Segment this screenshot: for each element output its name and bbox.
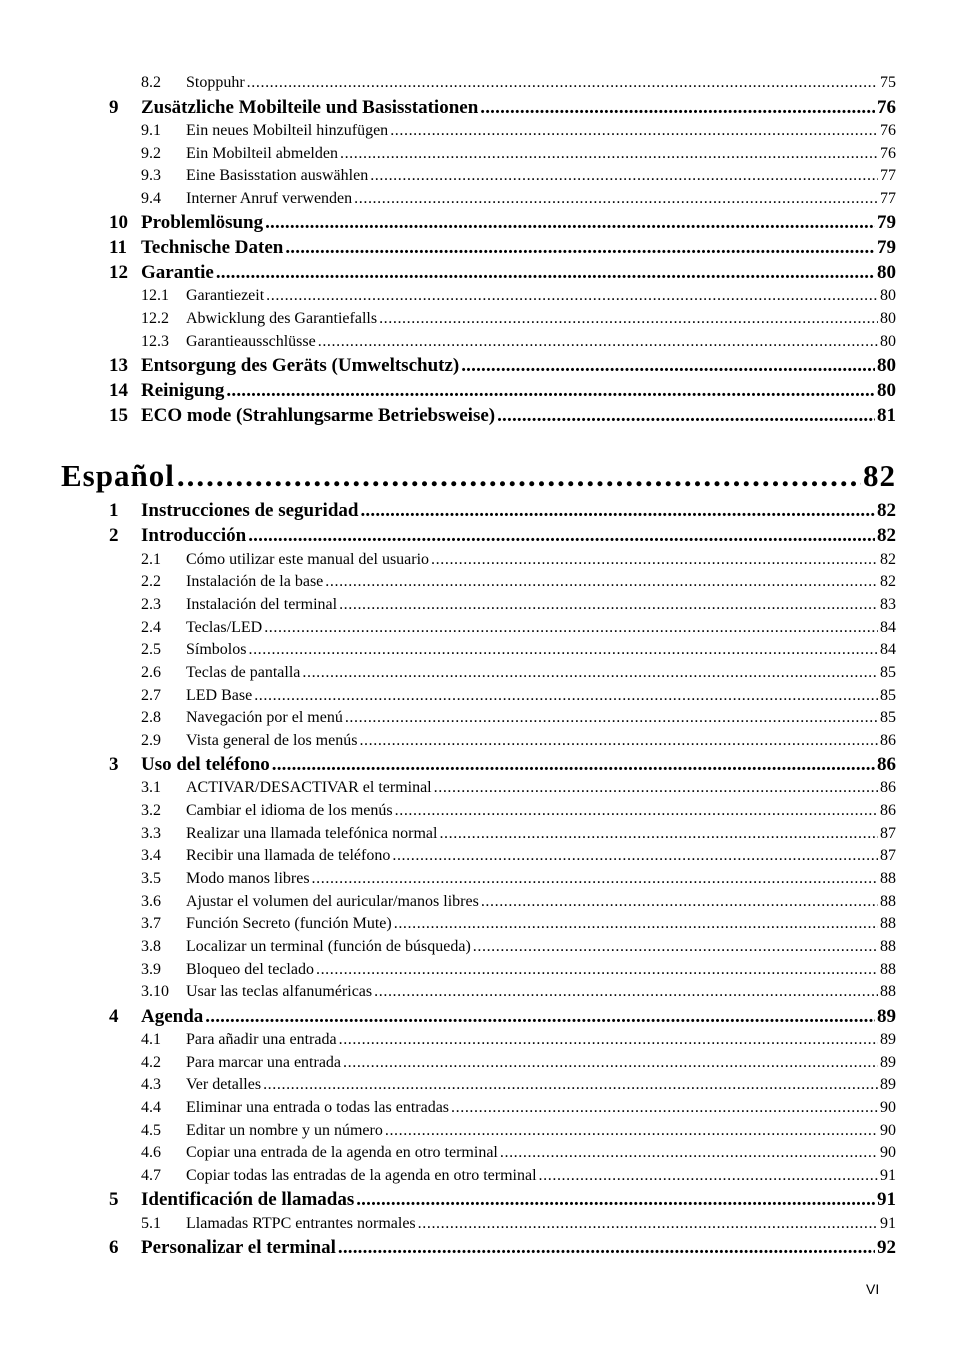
toc-dot-leader — [434, 779, 878, 797]
toc-entry-number: 4.3 — [141, 1076, 161, 1093]
toc-dot-leader — [480, 97, 875, 119]
toc-entry-line — [186, 983, 896, 1001]
toc-entry-title: Reinigung — [141, 380, 225, 401]
toc-section — [0, 687, 954, 709]
toc-dot-leader — [385, 1122, 878, 1140]
toc-entry-number: 1 — [109, 500, 119, 521]
toc-entry-line — [186, 1099, 896, 1117]
toc-entry-line — [186, 190, 896, 208]
toc-entry-number: 6 — [109, 1237, 119, 1258]
toc-entry-number: 12 — [109, 262, 128, 283]
toc-section — [0, 596, 954, 618]
toc-entry-page: 85 — [880, 664, 896, 681]
toc-chapter — [0, 212, 954, 237]
toc-entry-number: 5 — [109, 1189, 119, 1210]
toc-entry-line — [186, 938, 896, 956]
toc-section — [0, 167, 954, 189]
toc-entry-title: Realizar una llamada telefónica normal — [186, 825, 438, 842]
toc-entry-number: 15 — [109, 405, 128, 426]
toc-entry-title: Ein neues Mobilteil hinzufügen — [186, 122, 389, 139]
toc-entry-line — [186, 825, 896, 843]
toc-entry-page: 83 — [880, 596, 896, 613]
page-number-footer: VI — [866, 1281, 880, 1297]
toc-entry-line — [186, 893, 896, 911]
toc-chapter — [0, 500, 954, 525]
toc-entry-page: 75 — [880, 74, 896, 91]
toc-entry-page: 89 — [880, 1076, 896, 1093]
toc-entry-line — [141, 1189, 896, 1211]
toc-entry-page: 84 — [880, 619, 896, 636]
toc-entry-number: 12.3 — [141, 333, 169, 350]
toc-section — [0, 145, 954, 167]
toc-entry-number: 9 — [109, 97, 119, 118]
toc-dot-leader — [248, 641, 878, 659]
toc-entry-number: 3 — [109, 754, 119, 775]
toc-entry-line — [186, 1167, 896, 1185]
toc-section — [0, 190, 954, 212]
toc-section — [0, 915, 954, 937]
toc-entry-title: Usar las teclas alfanuméricas — [186, 983, 373, 1000]
toc-dot-leader — [248, 525, 875, 547]
toc-dot-leader — [360, 500, 875, 522]
toc-dot-leader — [343, 1054, 878, 1072]
toc-entry-line — [186, 310, 896, 328]
toc-dot-leader — [395, 802, 878, 820]
toc-entry-number: 8.2 — [141, 74, 161, 91]
toc-entry-title: Technische Daten — [141, 237, 284, 258]
toc-section — [0, 1099, 954, 1121]
toc-entry-line — [186, 1031, 896, 1049]
toc-entry-page: 79 — [877, 237, 896, 258]
toc-dot-leader — [481, 893, 878, 911]
toc-entry-line — [141, 97, 896, 119]
toc-section — [0, 732, 954, 754]
toc-entry-number: 3.1 — [141, 779, 161, 796]
toc-entry-number: 10 — [109, 212, 128, 233]
toc-entry-title: Zusätzliche Mobilteile und Basisstationen — [141, 97, 479, 118]
toc-dot-leader — [285, 237, 875, 259]
toc-entry-page: 76 — [880, 122, 896, 139]
toc-section — [0, 709, 954, 731]
toc-section — [0, 664, 954, 686]
toc-entry-page: 87 — [880, 847, 896, 864]
toc-entry-page: 81 — [877, 405, 896, 426]
toc-entry-number: 3.8 — [141, 938, 161, 955]
toc-section — [0, 641, 954, 663]
toc-entry-page: 82 — [880, 573, 896, 590]
toc-entry-page: 80 — [877, 355, 896, 376]
toc-dot-leader — [390, 122, 878, 140]
toc-entry-title: Entsorgung des Geräts (Umweltschutz) — [141, 355, 460, 376]
toc-entry-page: 86 — [880, 779, 896, 796]
toc-entry-number: 2.8 — [141, 709, 161, 726]
toc-entry-title: Bloqueo del teclado — [186, 961, 314, 978]
toc-dot-leader — [356, 1189, 875, 1211]
toc-dot-leader — [370, 167, 878, 185]
toc-section — [0, 983, 954, 1005]
toc-entry-number: 3.4 — [141, 847, 161, 864]
toc-entry-page: 87 — [880, 825, 896, 842]
toc-entry-line — [186, 1122, 896, 1140]
toc-dot-leader — [500, 1144, 878, 1162]
toc-entry-title: Stoppuhr — [186, 74, 245, 91]
toc-entry-number: 9.1 — [141, 122, 161, 139]
toc-entry-title: Problemlösung — [141, 212, 264, 233]
toc-entry-line — [186, 732, 896, 750]
toc-entry-number: 3.6 — [141, 893, 161, 910]
toc-entry-line — [186, 664, 896, 682]
toc-entry-line — [186, 287, 896, 305]
toc-entry-line — [141, 262, 896, 284]
toc-entry-number: 4.6 — [141, 1144, 161, 1161]
toc-entry-title: Llamadas RTPC entrantes normales — [186, 1215, 416, 1232]
toc-chapter — [0, 405, 954, 430]
toc-dot-leader — [392, 847, 878, 865]
toc-entry-line — [141, 1237, 896, 1259]
toc-entry-number: 3.5 — [141, 870, 161, 887]
toc-chapter — [0, 754, 954, 779]
toc-entry-title: Función Secreto (función Mute) — [186, 915, 392, 932]
toc-entry-line — [186, 619, 896, 637]
toc-entry-line — [186, 847, 896, 865]
toc-entry-page: 89 — [880, 1054, 896, 1071]
toc-entry-number: 12.2 — [141, 310, 169, 327]
toc-entry-page: 80 — [880, 333, 896, 350]
toc-chapter — [0, 97, 954, 122]
toc-entry-number: 14 — [109, 380, 128, 401]
toc-entry-page: 86 — [880, 802, 896, 819]
toc-entry-line — [186, 870, 896, 888]
toc-entry-title: Modo manos libres — [186, 870, 310, 887]
toc-section — [0, 122, 954, 144]
toc-entry-number: 2.5 — [141, 641, 161, 658]
toc-entry-page: 88 — [880, 870, 896, 887]
toc-entry-line — [141, 355, 896, 377]
toc-entry-number: 12.1 — [141, 287, 169, 304]
toc-entry-line — [186, 596, 896, 614]
toc-entry-page: 80 — [880, 287, 896, 304]
toc-section — [0, 938, 954, 960]
toc-entry-title: Copiar una entrada de la agenda en otro terminal — [186, 1144, 498, 1161]
toc-section — [0, 1076, 954, 1098]
toc-dot-leader — [266, 287, 878, 305]
toc-entry-number: 2 — [109, 525, 119, 546]
toc-entry-title: Símbolos — [186, 641, 247, 658]
toc-chapter — [0, 262, 954, 287]
toc-section — [0, 333, 954, 355]
toc-entry-page: 90 — [880, 1144, 896, 1161]
toc-entry-title: Ein Mobilteil abmelden — [186, 145, 338, 162]
toc-section — [0, 847, 954, 869]
toc-entry-line — [141, 212, 896, 234]
toc-entry-title: Eliminar una entrada o todas las entradas — [186, 1099, 450, 1116]
toc-dot-leader — [302, 664, 878, 682]
toc-dot-leader — [247, 74, 878, 92]
toc-chapter — [0, 237, 954, 262]
toc-entry-title: Navegación por el menú — [186, 709, 343, 726]
toc-dot-leader — [216, 262, 875, 284]
toc-section — [0, 779, 954, 801]
toc-entry-number: 4 — [109, 1006, 119, 1027]
toc-section — [0, 1215, 954, 1237]
toc-entry-title: ECO mode (Strahlungsarme Betriebsweise) — [141, 405, 496, 426]
toc-dot-leader — [394, 915, 878, 933]
toc-entry-line — [186, 1076, 896, 1094]
toc-dot-leader — [264, 619, 878, 637]
toc-section — [0, 287, 954, 309]
toc-entry-page: 91 — [880, 1215, 896, 1232]
toc-section — [0, 1031, 954, 1053]
toc-chapter — [0, 1189, 954, 1214]
toc-entry-title: Vista general de los menús — [186, 732, 358, 749]
toc-dot-leader — [338, 1237, 875, 1259]
toc-entry-number: 9.3 — [141, 167, 161, 184]
toc-section — [0, 1167, 954, 1189]
toc-entry-page: 80 — [877, 262, 896, 283]
toc-entry-line — [186, 573, 896, 591]
toc-entry-line — [186, 1054, 896, 1072]
toc-entry-title: ACTIVAR/DESACTIVAR el terminal — [186, 779, 432, 796]
toc-entry-title: Español — [61, 458, 175, 493]
toc-entry-line — [186, 122, 896, 140]
toc-entry-title: Garantie — [141, 262, 214, 283]
toc-entry-page: 88 — [880, 983, 896, 1000]
toc-dot-leader — [205, 1006, 875, 1028]
toc-entry-title: Uso del teléfono — [141, 754, 270, 775]
toc-entry-line — [141, 1006, 896, 1028]
toc-entry-number: 4.1 — [141, 1031, 161, 1048]
toc-entry-number: 5.1 — [141, 1215, 161, 1232]
toc-entry-page: 91 — [880, 1167, 896, 1184]
toc-entry-page: 89 — [880, 1031, 896, 1048]
toc-language-heading — [0, 458, 954, 494]
toc-entry-title: Ajustar el volumen del auricular/manos libres — [186, 893, 479, 910]
toc-section — [0, 619, 954, 641]
toc-entry-number: 11 — [109, 237, 127, 258]
toc-dot-leader — [272, 754, 875, 776]
toc-entry-page: 79 — [877, 212, 896, 233]
toc-entry-line — [186, 709, 896, 727]
toc-dot-leader — [226, 380, 875, 402]
toc-entry-title: Recibir una llamada de teléfono — [186, 847, 391, 864]
toc-entry-page: 82 — [880, 551, 896, 568]
toc-entry-line — [186, 74, 896, 92]
toc-entry-page: 82 — [877, 500, 896, 521]
toc-section — [0, 893, 954, 915]
toc-dot-leader — [497, 405, 875, 427]
toc-entry-title: Teclas de pantalla — [186, 664, 301, 681]
toc-dot-leader — [316, 961, 878, 979]
toc-entry-number: 2.3 — [141, 596, 161, 613]
toc-dot-leader — [374, 983, 878, 1001]
toc-entry-page: 77 — [880, 167, 896, 184]
toc-dot-leader — [318, 333, 878, 351]
toc-entry-title: Copiar todas las entradas de la agenda en otro terminal — [186, 1167, 537, 1184]
toc-dot-leader — [340, 145, 878, 163]
toc-entry-number: 2.7 — [141, 687, 161, 704]
toc-entry-page: 90 — [880, 1099, 896, 1116]
toc-chapter — [0, 380, 954, 405]
toc-entry-page: 82 — [863, 458, 896, 493]
toc-entry-line — [186, 802, 896, 820]
toc-dot-leader — [354, 190, 878, 208]
toc-dot-leader — [345, 709, 878, 727]
toc-entry-line — [186, 167, 896, 185]
toc-entry-line — [141, 237, 896, 259]
toc-dot-leader — [461, 355, 875, 377]
toc-entry-page: 85 — [880, 687, 896, 704]
toc-entry-number: 3.3 — [141, 825, 161, 842]
toc-entry-number: 4.2 — [141, 1054, 161, 1071]
toc-entry-number: 3.9 — [141, 961, 161, 978]
toc-section — [0, 573, 954, 595]
toc-entry-number: 2.1 — [141, 551, 161, 568]
toc-section — [0, 74, 954, 96]
toc-entry-number: 4.7 — [141, 1167, 161, 1184]
toc-entry-title: Garantiezeit — [186, 287, 265, 304]
toc-dot-leader — [265, 212, 875, 234]
toc-dot-leader — [177, 458, 861, 494]
toc-entry-title: Garantieausschlüsse — [186, 333, 316, 350]
toc-section — [0, 551, 954, 573]
toc-entry-page: 86 — [877, 754, 896, 775]
toc-entry-title: Eine Basisstation auswählen — [186, 167, 369, 184]
toc-section — [0, 802, 954, 824]
toc-entry-page: 80 — [880, 310, 896, 327]
toc-entry-number: 9.4 — [141, 190, 161, 207]
toc-chapter — [0, 525, 954, 550]
toc-entry-page: 76 — [880, 145, 896, 162]
toc-entry-title: Para marcar una entrada — [186, 1054, 342, 1071]
toc-entry-title: Agenda — [141, 1006, 204, 1027]
toc-entry-number: 2.9 — [141, 732, 161, 749]
toc-entry-page: 82 — [877, 525, 896, 546]
toc-dot-leader — [379, 310, 878, 328]
toc-entry-title: Abwicklung des Garantiefalls — [186, 310, 378, 327]
toc-entry-line — [186, 779, 896, 797]
toc-section — [0, 310, 954, 332]
toc-entry-title: Identificación de llamadas — [141, 1189, 355, 1210]
toc-entry-page: 91 — [877, 1189, 896, 1210]
toc-dot-leader — [539, 1167, 878, 1185]
toc-entry-number: 4.4 — [141, 1099, 161, 1116]
toc-dot-leader — [254, 687, 878, 705]
toc-entry-title: Ver detalles — [186, 1076, 262, 1093]
toc-entry-title: Localizar un terminal (función de búsqueda) — [186, 938, 471, 955]
toc-entry-line — [186, 1144, 896, 1162]
toc-entry-number: 3.10 — [141, 983, 169, 1000]
toc-section — [0, 1054, 954, 1076]
toc-entry-number: 4.5 — [141, 1122, 161, 1139]
toc-dot-leader — [359, 732, 878, 750]
toc-entry-page: 86 — [880, 732, 896, 749]
toc-entry-number: 13 — [109, 355, 128, 376]
toc-entry-line — [186, 641, 896, 659]
toc-dot-leader — [473, 938, 878, 956]
toc-entry-title: LED Base — [186, 687, 253, 704]
toc-entry-line — [141, 405, 896, 427]
toc-chapter — [0, 1006, 954, 1031]
toc-entry-page: 88 — [880, 938, 896, 955]
toc-dot-leader — [325, 573, 878, 591]
toc-entry-line — [141, 500, 896, 522]
toc-entry-title: Editar un nombre y un número — [186, 1122, 383, 1139]
toc-chapter — [0, 355, 954, 380]
toc-dot-leader — [263, 1076, 878, 1094]
toc-section — [0, 825, 954, 847]
toc-entry-number: 3.7 — [141, 915, 161, 932]
toc-section — [0, 870, 954, 892]
toc-dot-leader — [418, 1215, 878, 1233]
toc-entry-page: 92 — [877, 1237, 896, 1258]
toc-entry-page: 89 — [877, 1006, 896, 1027]
toc-dot-leader — [439, 825, 878, 843]
toc-entry-page: 88 — [880, 915, 896, 932]
toc-entry-title: Interner Anruf verwenden — [186, 190, 353, 207]
toc-chapter — [0, 1237, 954, 1262]
toc-entry-line — [186, 961, 896, 979]
toc-entry-title: Teclas/LED — [186, 619, 263, 636]
toc-entry-line — [141, 380, 896, 402]
toc-entry-number: 3.2 — [141, 802, 161, 819]
toc-entry-line — [141, 525, 896, 547]
toc-dot-leader — [339, 596, 878, 614]
toc-entry-page: 76 — [877, 97, 896, 118]
toc-entry-page: 88 — [880, 893, 896, 910]
toc-entry-title: Instalación de la base — [186, 573, 324, 590]
toc-dot-leader — [339, 1031, 878, 1049]
toc-entry-page: 80 — [877, 380, 896, 401]
toc-entry-line — [61, 458, 896, 494]
toc-entry-page: 85 — [880, 709, 896, 726]
toc-entry-line — [186, 1215, 896, 1233]
toc-entry-line — [186, 333, 896, 351]
toc-entry-page: 88 — [880, 961, 896, 978]
toc-entry-page: 77 — [880, 190, 896, 207]
toc-entry-page: 90 — [880, 1122, 896, 1139]
toc-entry-line — [186, 145, 896, 163]
toc-entry-number: 9.2 — [141, 145, 161, 162]
toc-entry-number: 2.4 — [141, 619, 161, 636]
toc-dot-leader — [312, 870, 878, 888]
toc-entry-title: Cambiar el idioma de los menús — [186, 802, 393, 819]
toc-entry-title: Instalación del terminal — [186, 596, 338, 613]
toc-entry-number: 2.6 — [141, 664, 161, 681]
toc-entry-title: Instrucciones de seguridad — [141, 500, 359, 521]
toc-section — [0, 1122, 954, 1144]
toc-entry-line — [186, 551, 896, 569]
toc-entry-title: Para añadir una entrada — [186, 1031, 337, 1048]
toc-section — [0, 1144, 954, 1166]
toc-entry-line — [186, 687, 896, 705]
toc-section — [0, 961, 954, 983]
toc-entry-title: Introducción — [141, 525, 247, 546]
toc-entry-title: Personalizar el terminal — [141, 1237, 336, 1258]
toc-entry-title: Cómo utilizar este manual del usuario — [186, 551, 430, 568]
toc-dot-leader — [451, 1099, 878, 1117]
toc-entry-line — [141, 754, 896, 776]
toc-dot-leader — [431, 551, 878, 569]
toc-entry-number: 2.2 — [141, 573, 161, 590]
toc-entry-page: 84 — [880, 641, 896, 658]
toc-entry-line — [186, 915, 896, 933]
